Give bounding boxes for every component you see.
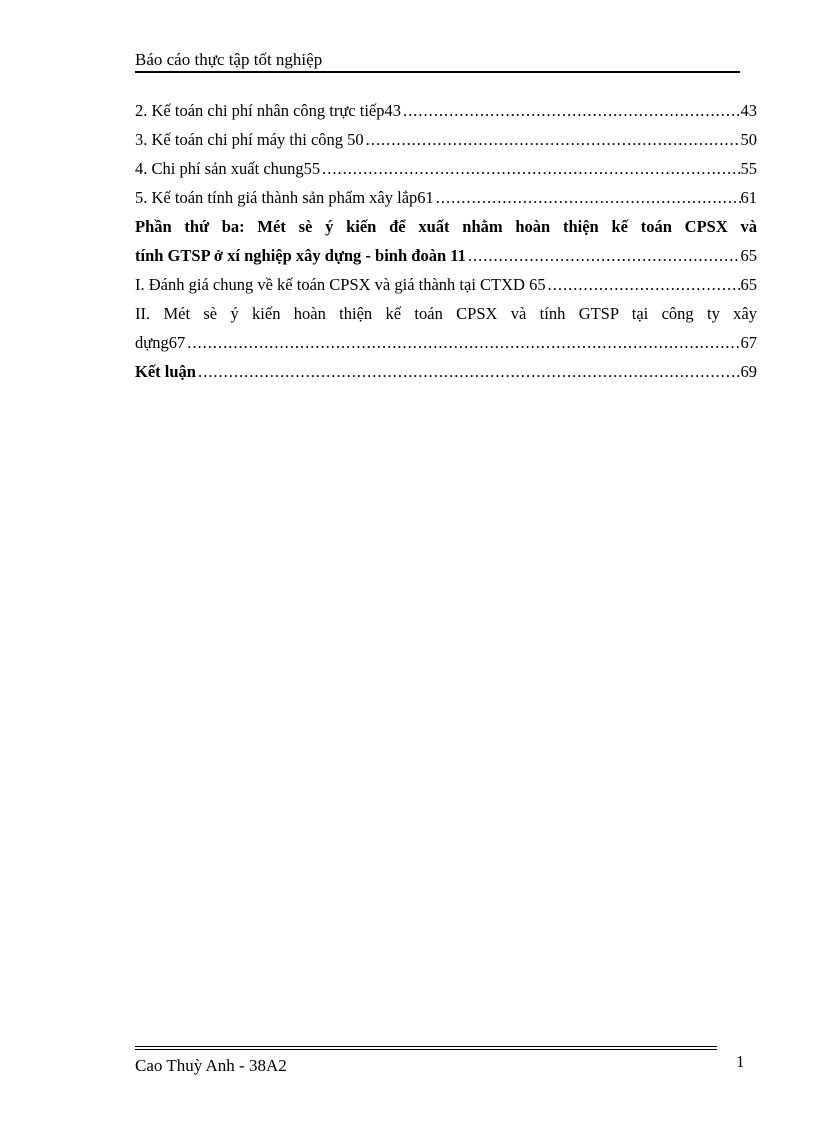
toc-leader-dots <box>198 357 741 386</box>
toc-entry-text: Kết luận <box>135 362 196 381</box>
toc-entry-text: tính GTSP ở xí nghiệp xây dựng - binh đoàn 11 <box>135 246 466 265</box>
footer-page-number: 1 <box>736 1052 745 1071</box>
footer-divider <box>135 1046 717 1047</box>
toc-page-number: 69 <box>740 362 757 381</box>
footer-author: Cao Thuỳ Anh - 38A2 <box>135 1056 287 1075</box>
toc-entry-text: I. Đánh giá chung về kế toán CPSX và giá thành tại CTXD 65 <box>135 275 546 294</box>
toc-entry-part-three[interactable] <box>135 212 757 270</box>
toc-page-number: 65 <box>740 246 757 265</box>
toc-entry[interactable] <box>135 96 757 125</box>
toc-leader-dots <box>548 270 741 299</box>
toc-entry-text: dựng67 <box>135 333 186 352</box>
toc-page-number: 50 <box>740 130 757 149</box>
toc-entry-text: 5. Kế toán tính giá thành sản phẩm xây lắp61 <box>135 188 434 207</box>
toc-entry-conclusion[interactable] <box>135 357 757 386</box>
toc-leader-dots <box>366 125 741 154</box>
toc-leader-dots <box>468 241 741 270</box>
toc-entry[interactable] <box>135 299 757 357</box>
toc-page-number: 55 <box>740 159 757 178</box>
toc-page-number: 61 <box>740 188 757 207</box>
toc-entry-text: 4. Chi phí sản xuất chung55 <box>135 159 321 178</box>
toc-page-number: 65 <box>740 275 757 294</box>
toc-leader-dots <box>187 328 740 357</box>
header-title: Báo cáo thực tập tốt nghiệp <box>135 50 323 69</box>
toc-entry-text: 2. Kế toán chi phí nhân công trực tiếp43 <box>135 101 401 120</box>
table-of-contents <box>135 96 757 386</box>
toc-page-number: 67 <box>740 333 757 352</box>
toc-leader-dots <box>322 154 740 183</box>
toc-leader-dots <box>403 96 741 125</box>
toc-entry-text: 3. Kế toán chi phí máy thi công 50 <box>135 130 364 149</box>
toc-entry-text-line1: II. Mét sè ý kiến hoàn thiện kế toán CPSX và tính GTSP tại công ty xây <box>135 304 757 323</box>
toc-entry-text-line1: Phần thứ ba: Mét sè ý kiến để xuất nhằm hoàn thiện kế toán CPSX và <box>135 217 757 236</box>
toc-entry[interactable] <box>135 270 757 299</box>
header-divider <box>135 71 740 73</box>
page-header <box>135 50 740 72</box>
toc-entry[interactable] <box>135 183 757 212</box>
toc-page-number: 43 <box>740 101 757 120</box>
toc-leader-dots <box>436 183 741 212</box>
footer-divider <box>135 1049 717 1050</box>
toc-entry[interactable] <box>135 125 757 154</box>
toc-entry[interactable] <box>135 154 757 183</box>
